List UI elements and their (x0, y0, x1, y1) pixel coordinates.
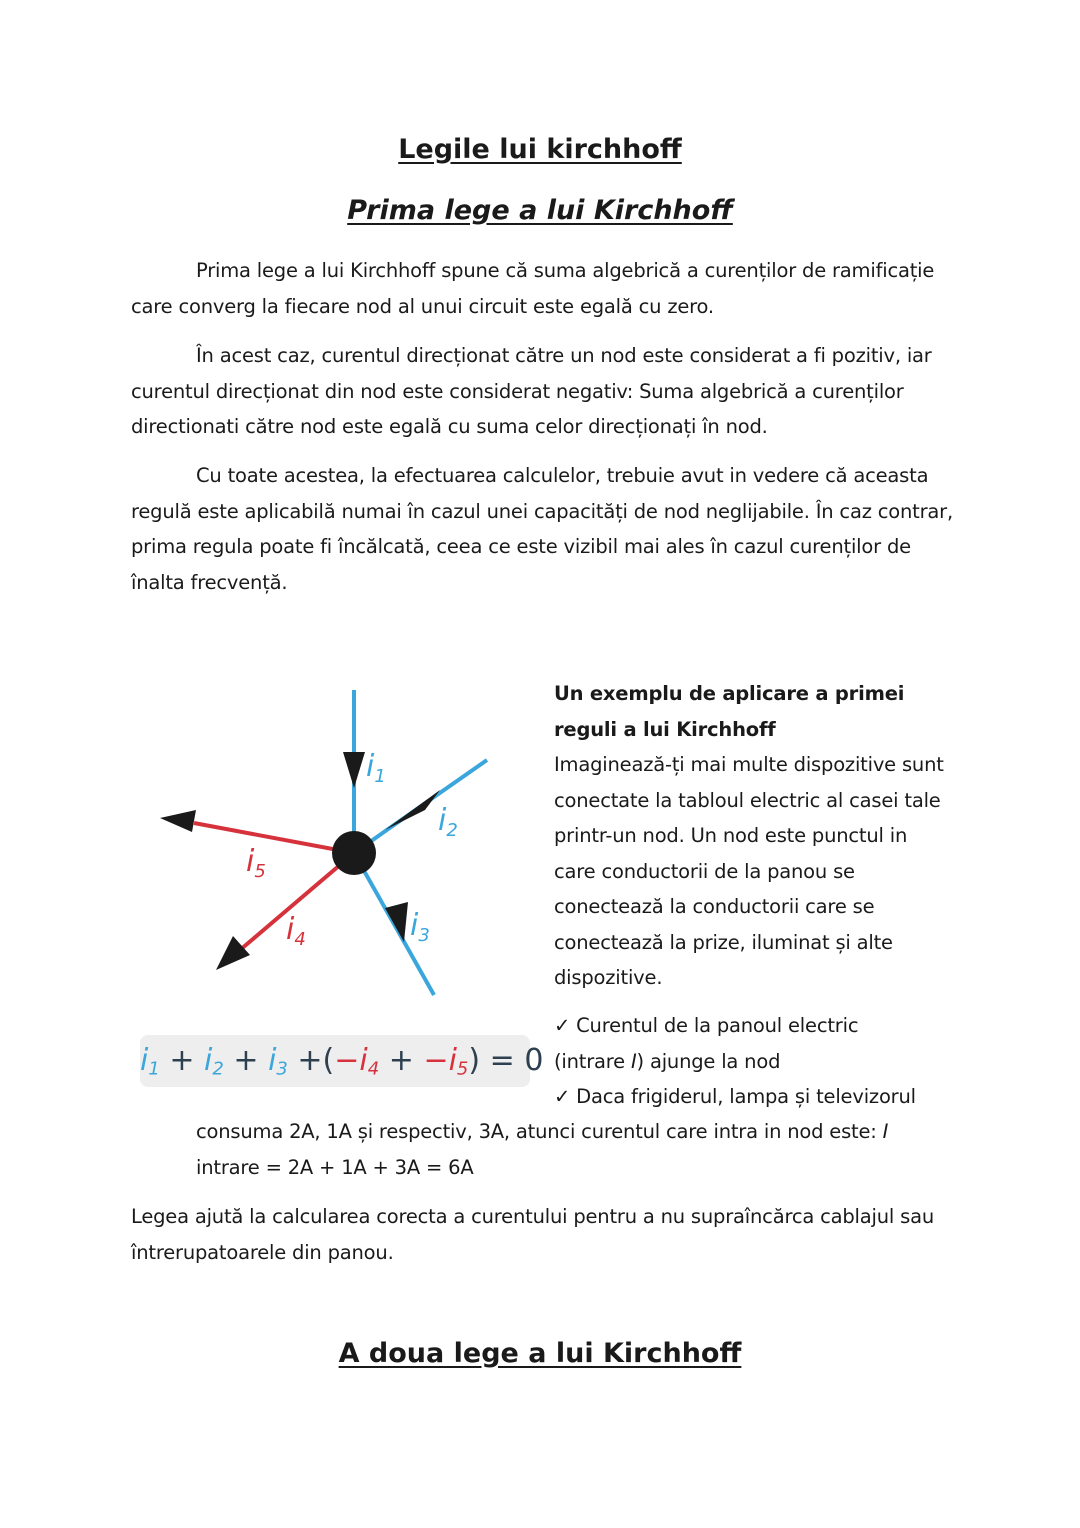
section1-heading: Prima lege a lui Kirchhoff (347, 195, 733, 226)
node-dot (332, 831, 376, 875)
arrow-i3-icon (385, 902, 408, 942)
paragraph-3: Cu toate acestea, la efectuarea calculelor, trebuie avut in vedere că aceasta regulă este aplicabilă numai în cazul unei capacități de nod neglijabile. În caz contrar, prima regula poate fi încălcată, ceea ce este vizibil mai ales în cazul curenților de înalta frecvență. (131, 464, 953, 594)
kirchhoff-equation: $i_1 + i_2 + i_3 +(-i_4 + -i_5) = 0$ (140, 1035, 530, 1087)
arrow-i5-icon (160, 810, 196, 832)
label-i5: $i_5$ (246, 844, 266, 882)
label-i1: $i_1$ (366, 749, 386, 787)
bullet-1: ✓ Curentul de la panoul electric (intrare I) ajunge la nod (554, 1014, 859, 1073)
label-i2: $i_2$ (438, 803, 458, 841)
paragraph-1: Prima lege a lui Kirchhoff spune că suma algebrică a curenților de ramificație care converg la fiecare nod al unui circuit este egală cu zero. (131, 259, 935, 318)
label-i4: $i_4$ (286, 912, 306, 950)
label-i3: $i_3$ (410, 908, 430, 946)
example-body: Imaginează-ți mai multe dispozitive sunt conectate la tabloul electric al casei tale printr-un nod. Un nod este punctul in care conductorii de la panou se conectează la conductorii care se conectează la prize, iluminat și alte dispozitive. (554, 753, 944, 989)
bullet-2-continuation: consuma 2A, 1A și respectiv, 3A, atunci curentul care intra in nod este: I intrare = 2A + 1A + 3A = 6A (196, 1120, 889, 1179)
arrow-i4-icon (216, 936, 250, 970)
arrow-i1-icon (343, 752, 365, 788)
page-title: Legile lui kirchhoff (398, 134, 682, 165)
conclusion-paragraph: Legea ajută la calcularea corecta a curentului pentru a nu supraîncărca cablajul sau întrerupatoarele din panou. (131, 1205, 934, 1264)
arrow-i2-icon (385, 790, 440, 830)
check-icon: ✓ (554, 1085, 571, 1108)
section2-heading: A doua lege a lui Kirchhoff (338, 1338, 742, 1369)
bullet-2-line1: ✓ Daca frigiderul, lampa și televizorul (554, 1085, 916, 1108)
check-icon: ✓ (554, 1014, 571, 1037)
kirchhoff-node-diagram (140, 680, 510, 1010)
paragraph-2: În acest caz, curentul direcționat către un nod este considerat a fi pozitiv, iar curentul direcționat din nod este considerat negativ: Suma algebrică a curenților directionati către nod este egală cu suma celor direcționați în nod. (131, 344, 932, 438)
example-block (554, 676, 954, 996)
example-heading: Un exemplu de aplicare a primei reguli a lui Kirchhoff (554, 682, 905, 741)
branch-i5 (194, 823, 354, 853)
